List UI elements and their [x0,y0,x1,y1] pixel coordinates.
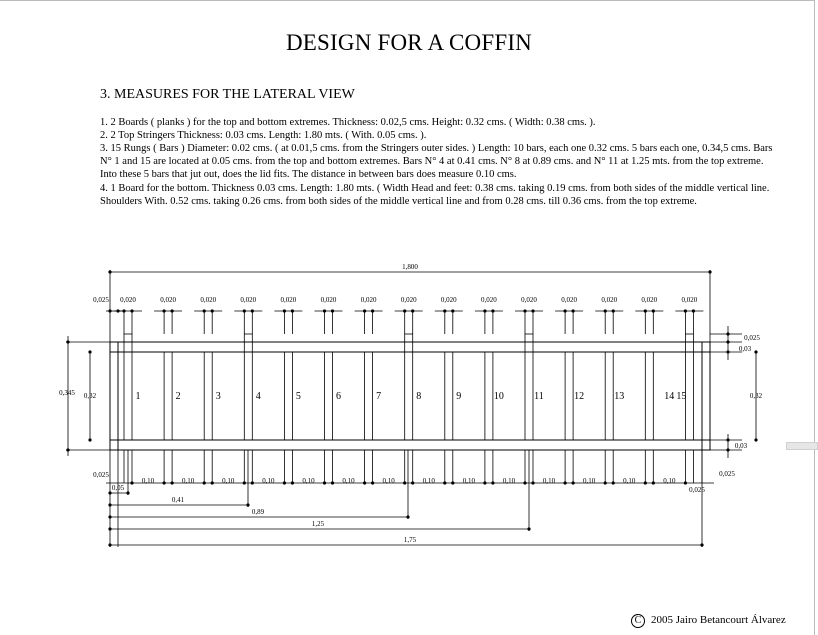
spacing-label: 0,10 [182,477,195,485]
rung-bar-12 [565,352,573,440]
scroll-handle[interactable] [786,442,818,450]
rung-bar-15 [685,334,693,440]
rung-bar-6 [325,352,333,440]
note-bottom-board: 4. 1 Board for the bottom. Thickness 0.03 cms. Length: 1.80 mts. ( Width Head and feet: 0.38 cms. taking 0.19 cms. from both sides of the middle vertical line. Shoulders With. 0.52 cms. taking 0.26 cms. from both sides of the middle vertical line and from 0.28 cms. till 0.36 cms. from the top extreme. [100,183,770,207]
dim-dot [126,491,129,494]
dim-dot [411,309,414,312]
spacing-label: 0,10 [623,477,636,485]
left-edge-label: 0,025 [93,296,109,304]
dim-dot [108,309,111,312]
overall-length-label: 1,800 [402,263,418,271]
bar-diameter-label: 0,020 [240,296,257,304]
dim-dot [283,481,286,484]
dim-dot [527,527,530,530]
rung-bar-9 [445,352,453,440]
dim-dot [754,350,757,353]
rung-number-7: 7 [376,391,382,402]
note-rungs: 3. 15 Rungs ( Bars ) Diameter: 0.02 cms. ( at 0.01,5 cms. from the Stringers outer sides. ) Length: 10 bars, each one 0.32 cms. 5 bars each one, 0.34,5 cms. Bars N° 1 and 15 are located at 0.05 cms. from the top and bottom extremes. Bars N° 4 at 0.41 cms. N° 8 at 0.89 cms. and N° 11 at 1.25 mts. from the top extreme. Into these 5 bars that jut out, does the lid fits. The distance in between bars does measure 0.10 cms. [100,143,773,180]
dim-dot [443,481,446,484]
dim-dot [246,503,249,506]
dim-dot [163,309,166,312]
spacing-label: 0,10 [663,477,676,485]
bar-diameter-label: 0,020 [120,296,136,304]
rung-number-12: 12 [574,391,585,402]
dim-dot [251,309,254,312]
dim-dot [604,309,607,312]
rung-bar-10 [485,352,493,440]
dim-dot [88,350,91,353]
dim-dot [243,481,246,484]
position-label-3: 1,25 [311,520,325,528]
dim-dot [652,309,655,312]
rung-bar-1 [124,334,132,440]
dim-dot [572,309,575,312]
dim-dot [726,350,729,353]
dim-dot [406,515,409,518]
bar-diameter-label: 0,020 [320,296,337,304]
spacing-label: 0,10 [262,477,275,485]
spacing-label: 0,10 [502,477,516,485]
outer-height-label: 0,345 [59,389,75,397]
dim-dot [211,309,214,312]
dim-dot [644,309,647,312]
dim-dot [66,340,69,343]
dim-dot [403,481,406,484]
spacing-label: 0,10 [342,477,355,485]
spacing-label: 0,10 [222,477,235,485]
dim-dot [726,332,729,335]
rung-bar-8 [405,334,413,440]
rung-bar-13 [605,352,613,440]
dim-dot [451,309,454,312]
spacing-label: 0,10 [141,477,155,485]
note-boards: 1. 2 Boards ( planks ) for the top and bottom extremes. Thickness: 0.02,5 cms. Height: 0.32 cms. ( Width: 0.38 cms. ). [100,117,596,128]
dim-dot [66,448,69,451]
rung-number-11: 11 [534,391,544,402]
stringer-top-label: 0,03 [738,345,752,353]
rung-bar-7 [365,352,373,440]
rung-number-1: 1 [135,391,141,402]
dim-dot [564,309,567,312]
dim-dot [203,481,206,484]
dim-dot [612,481,615,484]
dim-dot [130,309,133,312]
stringer-bottom-label: 0,03 [734,442,748,450]
bar-diameter-label: 0,020 [160,296,176,304]
dim-dot [700,543,703,546]
dim-dot [171,481,174,484]
rung-number-6: 6 [336,391,341,402]
dim-dot [323,309,326,312]
dim-dot [108,543,111,546]
dim-dot [684,481,687,484]
rung-bar-4 [244,334,252,440]
dim-dot [726,340,729,343]
spacing-label: 0,10 [583,477,596,485]
dim-dot [251,481,254,484]
dim-dot [108,503,111,506]
bar-diameter-label: 0,020 [561,296,577,304]
dim-dot [331,481,334,484]
dim-dot [523,481,526,484]
rung-number-13: 13 [614,391,625,402]
dim-dot [211,481,214,484]
dim-dot [163,481,166,484]
rung-number-4: 4 [255,391,261,402]
bar-diameter-label: 0,020 [641,296,658,304]
rung-bar-2 [164,352,172,440]
bar-diameter-label: 0,020 [681,296,698,304]
position-label-0: 0,05 [111,484,125,492]
rung-number-5: 5 [295,391,301,402]
dim-dot [130,481,133,484]
dim-dot [491,309,494,312]
dim-dot [411,481,414,484]
dim-dot [283,309,286,312]
dim-dot [122,309,125,312]
dim-dot [726,438,729,441]
overall-dot-left [108,270,111,273]
dim-dot [363,481,366,484]
dim-dot [88,438,91,441]
rung-number-3: 3 [215,391,221,402]
bar-diameter-label: 0,020 [280,296,297,304]
dim-dot [684,309,687,312]
dim-dot [291,481,294,484]
dim-dot [726,448,729,451]
bar-diameter-label: 0,020 [440,296,457,304]
dim-dot [483,309,486,312]
rung-bar-14 [645,352,653,440]
dim-dot [331,309,334,312]
rung-number-14: 14 [664,391,675,402]
bar-diameter-label: 0,020 [481,296,497,304]
bar-diameter-label: 0,020 [521,296,537,304]
dim-dot [531,481,534,484]
spacing-label: 0,10 [382,477,395,485]
rung-bar-5 [284,352,292,440]
rung-bar-11 [525,334,533,440]
overall-dot-right [708,270,711,273]
copyright-icon: C [631,614,645,628]
spacing-label: 0,10 [302,477,315,485]
dim-dot [612,309,615,312]
section-heading: 3. MEASURES FOR THE LATERAL VIEW [100,87,355,102]
bottom-right-label-b: 0,025 [689,486,705,494]
dim-dot [403,309,406,312]
right-height-label: 0,32 [749,392,763,400]
rung-number-15: 15 [676,391,687,402]
dim-dot [203,309,206,312]
rung-bar-3 [204,352,212,440]
dim-dot [371,309,374,312]
bar-diameter-label: 0,020 [200,296,217,304]
dim-dot [652,481,655,484]
dim-dot [243,309,246,312]
position-label-1: 0,41 [171,496,185,504]
dim-dot [754,438,757,441]
bar-diameter-label: 0,020 [360,296,377,304]
copyright-credit [631,614,786,628]
page-title: DESIGN FOR A COFFIN [286,30,532,55]
bar-diameter-label: 0,020 [601,296,618,304]
position-label-2: 0,89 [251,508,265,516]
dim-dot [363,309,366,312]
spacing-label: 0,10 [462,477,475,485]
rung-number-10: 10 [493,391,504,402]
dim-dot [531,309,534,312]
dim-dot [564,481,567,484]
rung-number-2: 2 [175,391,181,402]
dim-dot [644,481,647,484]
dim-dot [371,481,374,484]
dim-dot [451,481,454,484]
spacing-label: 0,10 [422,477,435,485]
dim-dot [108,527,111,530]
inner-height-label: 0,32 [83,392,97,400]
bottom-right-label-a: 0,025 [719,470,735,478]
spacing-label: 0,10 [542,477,556,485]
rung-number-9: 9 [456,391,462,402]
top-board-label: 0,025 [744,334,760,342]
dim-dot [108,515,111,518]
dim-dot [692,309,695,312]
credit-text: 2005 Jairo Betancourt Álvarez [651,614,786,626]
dim-dot [443,309,446,312]
note-stringers: 2. 2 Top Stringers Thickness: 0.03 cms. Length: 1.80 mts. ( With. 0.05 cms. ). [100,130,427,141]
dim-dot [291,309,294,312]
position-label-4: 1,75 [403,536,417,544]
dim-dot [323,481,326,484]
rung-number-8: 8 [416,391,422,402]
dim-dot [523,309,526,312]
dim-dot [483,481,486,484]
dim-dot [491,481,494,484]
bar-diameter-label: 0,020 [400,296,417,304]
dim-dot [116,309,119,312]
bottom-left-label: 0,025 [93,471,109,479]
dim-dot [604,481,607,484]
dim-dot [572,481,575,484]
dim-dot [171,309,174,312]
